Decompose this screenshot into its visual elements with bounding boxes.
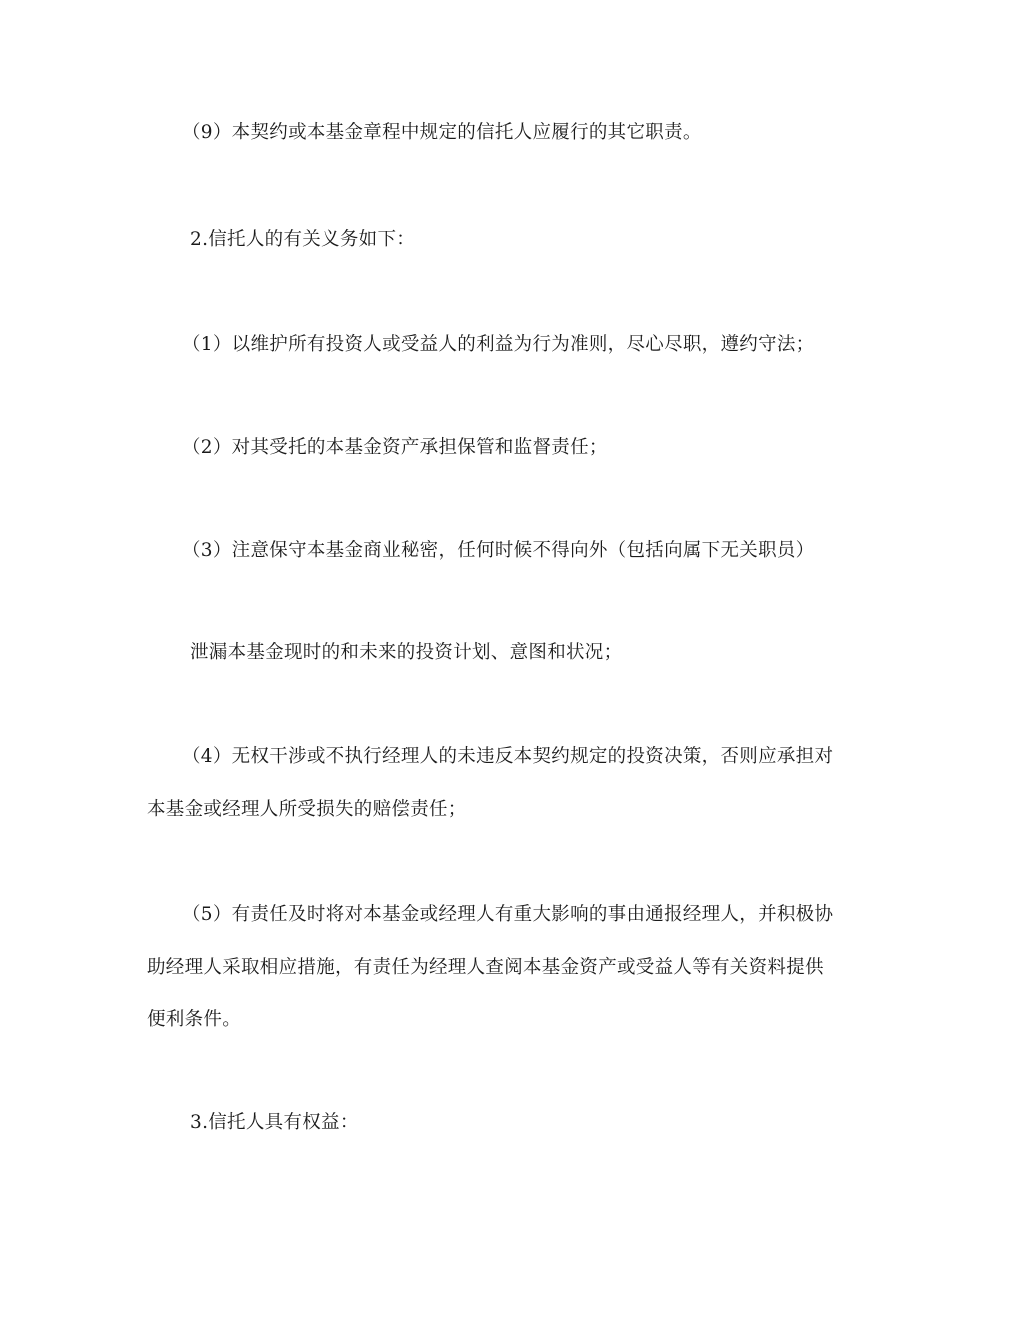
duty-4-text-line-1: （4）无权干涉或不执行经理人的未违反本契约规定的投资决策，否则应承担对 bbox=[182, 746, 834, 767]
duty-5-text-line-1: （5）有责任及时将对本基金或经理人有重大影响的事由通报经理人，并积极协 bbox=[182, 904, 834, 925]
section-3-heading: 3.信托人具有权益： bbox=[190, 1112, 359, 1133]
duty-5-text-line-2: 助经理人采取相应措施，有责任为经理人查阅本基金资产或受益人等有关资料提供 bbox=[147, 957, 824, 978]
duty-1-text: （1）以维护所有投资人或受益人的利益为行为准则，尽心尽职，遵约守法； bbox=[182, 334, 815, 355]
duty-2-text: （2）对其受托的本基金资产承担保管和监督责任； bbox=[182, 437, 608, 458]
duty-3-text-line-2: 泄漏本基金现时的和未来的投资计划、意图和状况； bbox=[190, 642, 623, 663]
duty-5-text-line-3: 便利条件。 bbox=[147, 1009, 242, 1030]
section-2-heading: 2.信托人的有关义务如下： bbox=[190, 229, 416, 250]
item-9-text: （9）本契约或本基金章程中规定的信托人应履行的其它职责。 bbox=[182, 122, 702, 143]
duty-4-text-line-2: 本基金或经理人所受损失的赔偿责任； bbox=[147, 799, 467, 820]
duty-3-text-line-1: （3）注意保守本基金商业秘密，任何时候不得向外（包括向属下无关职员） bbox=[182, 540, 815, 561]
